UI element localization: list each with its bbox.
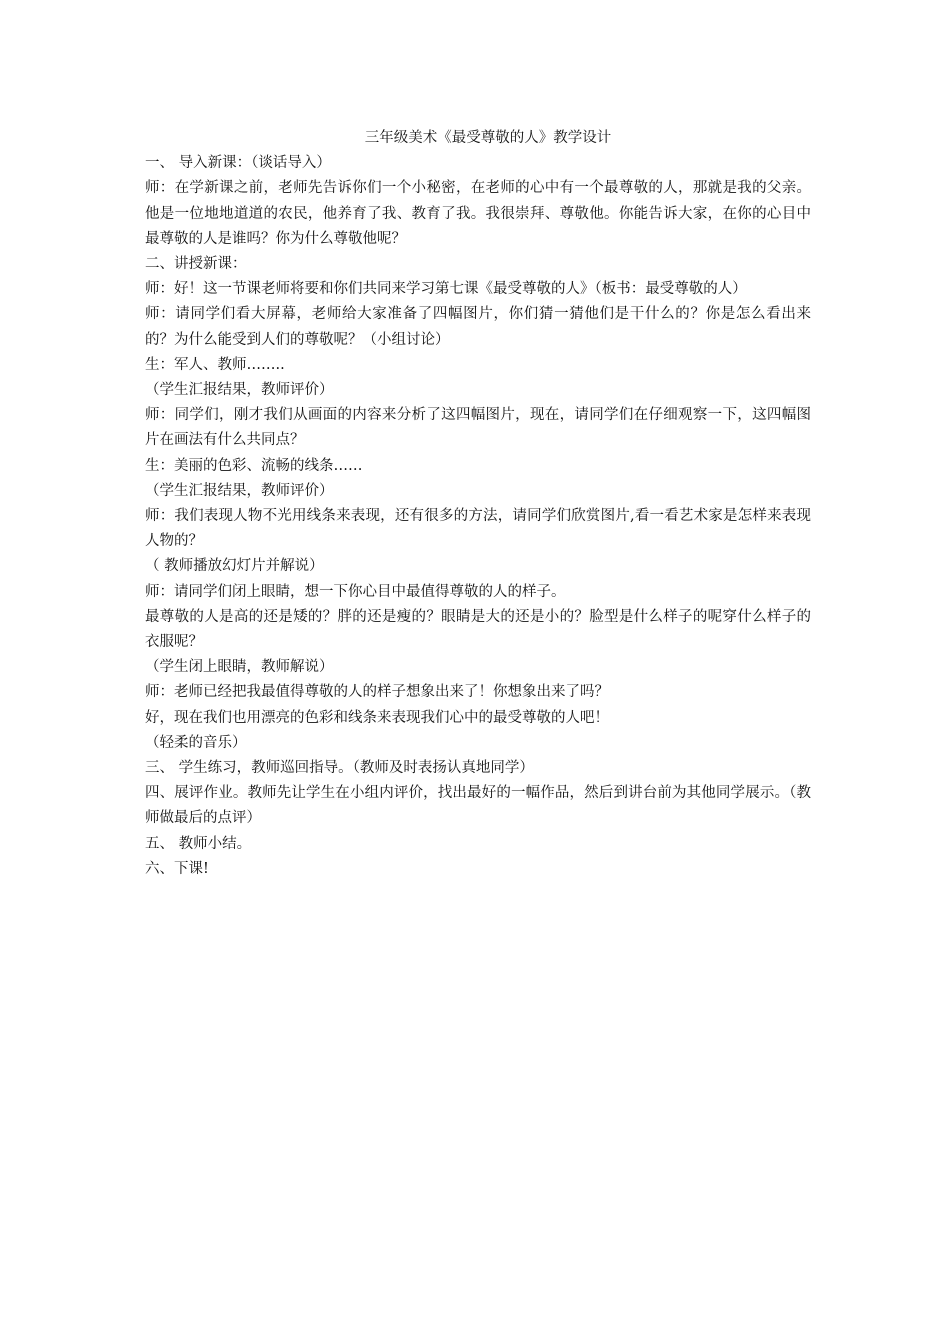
- section-heading-intro: 一、 导入新课：（谈话导入）: [145, 155, 331, 172]
- paragraph-slideshow: （ 教师播放幻灯片并解说）: [145, 558, 324, 575]
- paragraph-report-1: （学生汇报结果，教师评价）: [145, 382, 334, 399]
- paragraph-report-2: （学生汇报结果，教师评价）: [145, 482, 334, 499]
- paragraph-student-answer-1: 生：军人、教师……..: [145, 356, 285, 373]
- section-heading-evaluation: 四、展评作业。教师先让学生在小组内评价，找出最好的一幅作品，然后到讲台前为其他同学展示。（教师做最后的点评）: [145, 785, 811, 827]
- document-body: [145, 126, 811, 882]
- paragraph-big-screen: 师：请同学们看大屏幕，老师给大家准备了四幅图片，你们猜一猜他们是干什么的？你是怎么看出来的？为什么能受到人们的尊敬呢？（小组讨论）: [145, 306, 811, 348]
- section-heading-dismiss: 六、下课!: [145, 860, 209, 877]
- paragraph-students-imagine: （学生闭上眼睛，教师解说）: [145, 659, 334, 676]
- paragraph-teacher-methods: 师：我们表现人物不光用线条来表现，还有很多的方法，请同学们欣赏图片,看一看艺术家是怎样来表现人物的？: [145, 508, 811, 550]
- paragraph-music: （轻柔的音乐）: [145, 734, 247, 751]
- document-title: 三年级美术《最受尊敬的人》教学设计: [364, 130, 612, 146]
- paragraph-teacher-imagined: 师：老师已经把我最值得尊敬的人的样子想象出来了！你想象出来了吗？: [145, 684, 609, 701]
- paragraph-close-eyes: 师：请同学们闭上眼睛，想一下你心目中最值得尊敬的人的样子。: [145, 583, 566, 600]
- paragraph-student-answer-2: 生：美丽的色彩、流畅的线条……: [145, 457, 363, 474]
- section-heading-new-lesson: 二、讲授新课：: [145, 256, 247, 273]
- section-heading-summary: 五、 教师小结。: [145, 835, 252, 852]
- paragraph-teacher-intro: 师：在学新课之前，老师先告诉你们一个小秘密，在老师的心中有一个最尊敬的人，那就是我的父亲。他是一位地地道道的农民，他养育了我、教育了我。我很崇拜、尊敬他。你能告诉大家，在你的心目中最尊敬的人是谁吗？你为什么尊敬他呢？: [145, 180, 811, 247]
- paragraph-teacher-observe: 师：同学们，刚才我们从画面的内容来分析了这四幅图片，现在，请同学们在仔细观察一下，这四幅图片在画法有什么共同点？: [145, 407, 811, 449]
- section-heading-practice: 三、 学生练习，教师巡回指导。（教师及时表扬认真地同学）: [145, 760, 534, 777]
- paragraph-lesson-topic: 师：好！这一节课老师将要和你们共同来学习第七课《最受尊敬的人》（板书：最受尊敬的人）: [145, 281, 747, 298]
- paragraph-questions: 最尊敬的人是高的还是矮的？胖的还是瘦的？眼睛是大的还是小的？脸型是什么样子的呢穿什么样子的衣服呢？: [145, 608, 811, 651]
- paragraph-express: 好，现在我们也用漂亮的色彩和线条来表现我们心中的最受尊敬的人吧！: [145, 709, 609, 726]
